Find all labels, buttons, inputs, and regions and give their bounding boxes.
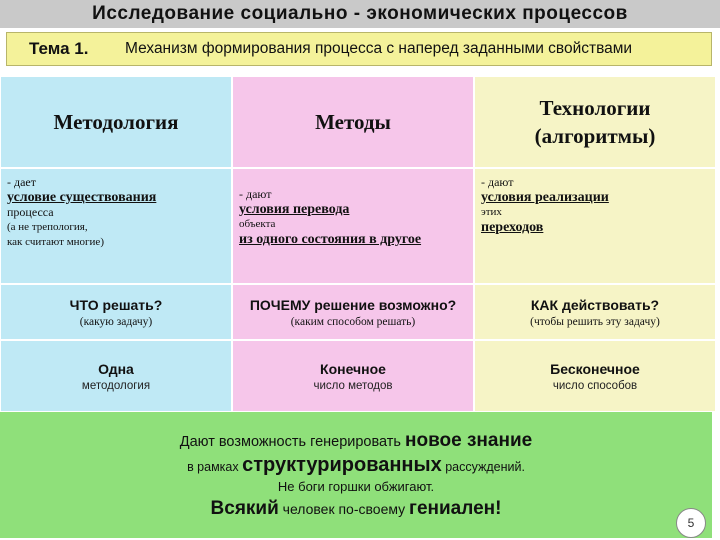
slide-title-bar (0, 0, 720, 28)
page-number-badge (676, 508, 706, 538)
count-sub: число способов (552, 379, 638, 392)
count-methods (232, 340, 474, 412)
conclusion-text: рассуждений. (441, 460, 525, 474)
slide-title: Исследование социально - экономических процессов (92, 3, 628, 24)
count-text: Одна (98, 360, 134, 377)
count-sub: методология (81, 379, 151, 392)
question-text: КАК действовать? (530, 296, 660, 313)
conclusion-text: в рамках (187, 460, 243, 474)
page-number: 5 (687, 516, 695, 530)
desc-line: - дают (239, 187, 272, 201)
desc-methodology (0, 168, 232, 284)
question-sub: (каким способом решать) (290, 315, 416, 328)
desc-line: - дает (7, 175, 36, 189)
question-sub: (какую задачу) (79, 315, 153, 328)
count-methodology (0, 340, 232, 412)
desc-line: переходов (481, 220, 544, 235)
header-methods-label: Методы (315, 110, 391, 134)
comparison-table (0, 76, 716, 412)
desc-line: - дают (481, 175, 514, 189)
desc-technologies (474, 168, 716, 284)
question-text: ЧТО решать? (69, 296, 163, 313)
conclusion-line-1 (180, 430, 532, 452)
conclusion-line-3: Не боги горшки обжигают. (277, 479, 435, 494)
theme-text: Механизм формирования процесса с наперед заданными свойствами (125, 40, 633, 57)
question-methodology (0, 284, 232, 340)
theme-label: Тема 1. (29, 39, 89, 58)
header-technologies-line2: (алгоритмы) (534, 124, 656, 148)
question-technologies (474, 284, 716, 340)
count-technologies (474, 340, 716, 412)
conclusion-emphasis: новое знание (405, 430, 533, 451)
question-text: ПОЧЕМУ решение возможно? (249, 296, 457, 313)
header-technologies (474, 76, 716, 168)
desc-methods (232, 168, 474, 284)
header-methodology (0, 76, 232, 168)
desc-line: условие существования (7, 190, 157, 205)
desc-line: условия перевода (239, 202, 350, 217)
conclusion-line-4 (211, 498, 502, 520)
desc-line: как считают многие) (7, 236, 104, 248)
desc-line: процесса (7, 205, 54, 219)
question-methods (232, 284, 474, 340)
count-text: Конечное (320, 360, 386, 377)
desc-line: (а не трепология, (7, 221, 88, 233)
conclusion-emphasis: Всякий (210, 498, 279, 519)
conclusion-text: человек по-своему (278, 501, 410, 517)
theme-bar (6, 32, 712, 66)
desc-line: объекта (239, 218, 276, 230)
header-technologies-line1: Технологии (539, 96, 651, 120)
conclusion-line-2 (187, 454, 525, 477)
conclusion-box (0, 412, 712, 538)
desc-line: этих (481, 206, 502, 218)
conclusion-emphasis: структурированных (242, 454, 442, 476)
desc-line: условия реализации (481, 190, 609, 205)
header-methods (232, 76, 474, 168)
question-sub: (чтобы решить эту задачу) (530, 315, 660, 328)
count-sub: число методов (313, 379, 393, 392)
count-text: Бесконечное (550, 360, 640, 377)
conclusion-emphasis: гениален! (409, 498, 502, 519)
desc-line: из одного состояния в другое (239, 232, 422, 247)
conclusion-text: Дают возможность генерировать (179, 434, 406, 450)
header-methodology-label: Методология (53, 110, 179, 134)
